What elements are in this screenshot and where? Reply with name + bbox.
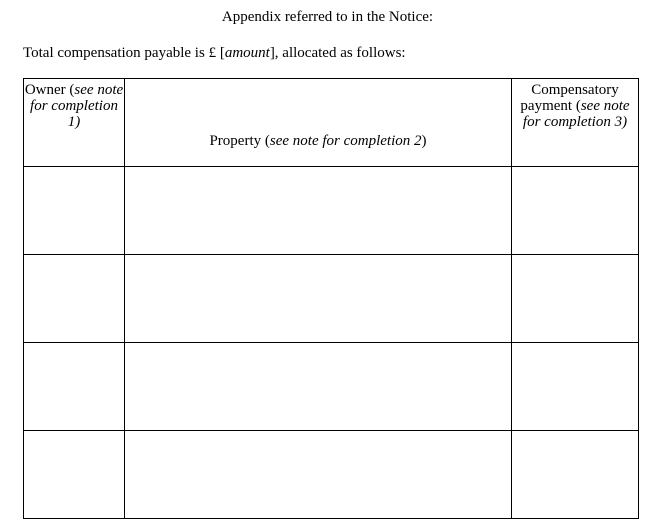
payment-column-header: [512, 79, 639, 167]
owner-header-note: see note for completion 1): [30, 82, 124, 130]
payment-cell[interactable]: [512, 431, 639, 519]
compensation-statement-suffix: ], allocated as follows:: [269, 45, 406, 61]
owner-cell[interactable]: [24, 343, 125, 431]
property-cell[interactable]: [125, 343, 512, 431]
table-row: [24, 343, 639, 431]
payment-header-label: Compensatory payment (: [520, 82, 619, 114]
table-row: [24, 431, 639, 519]
owner-cell[interactable]: [24, 431, 125, 519]
compensation-allocation-table: [23, 78, 639, 519]
appendix-heading: Appendix referred to in the Notice:: [221, 9, 434, 25]
property-header-label: Property (: [209, 133, 270, 149]
table-row: [24, 255, 639, 343]
property-header-suffix: ): [421, 133, 427, 149]
compensation-statement-prefix: Total compensation payable is £ [: [23, 45, 225, 61]
payment-header-note: see note for completion 3): [522, 98, 630, 130]
owner-cell[interactable]: [24, 255, 125, 343]
compensation-statement: [23, 44, 406, 62]
owner-cell[interactable]: [24, 167, 125, 255]
property-column-header: [125, 79, 512, 167]
table-header-row: [24, 79, 639, 167]
owner-column-header: [24, 79, 125, 167]
payment-cell[interactable]: [512, 343, 639, 431]
property-header-note: see note for completion 2: [269, 133, 422, 149]
table-row: [24, 167, 639, 255]
payment-cell[interactable]: [512, 255, 639, 343]
property-cell[interactable]: [125, 431, 512, 519]
property-cell[interactable]: [125, 167, 512, 255]
property-cell[interactable]: [125, 255, 512, 343]
amount-placeholder: amount: [224, 45, 270, 61]
owner-header-label: Owner (: [24, 82, 75, 98]
payment-cell[interactable]: [512, 167, 639, 255]
